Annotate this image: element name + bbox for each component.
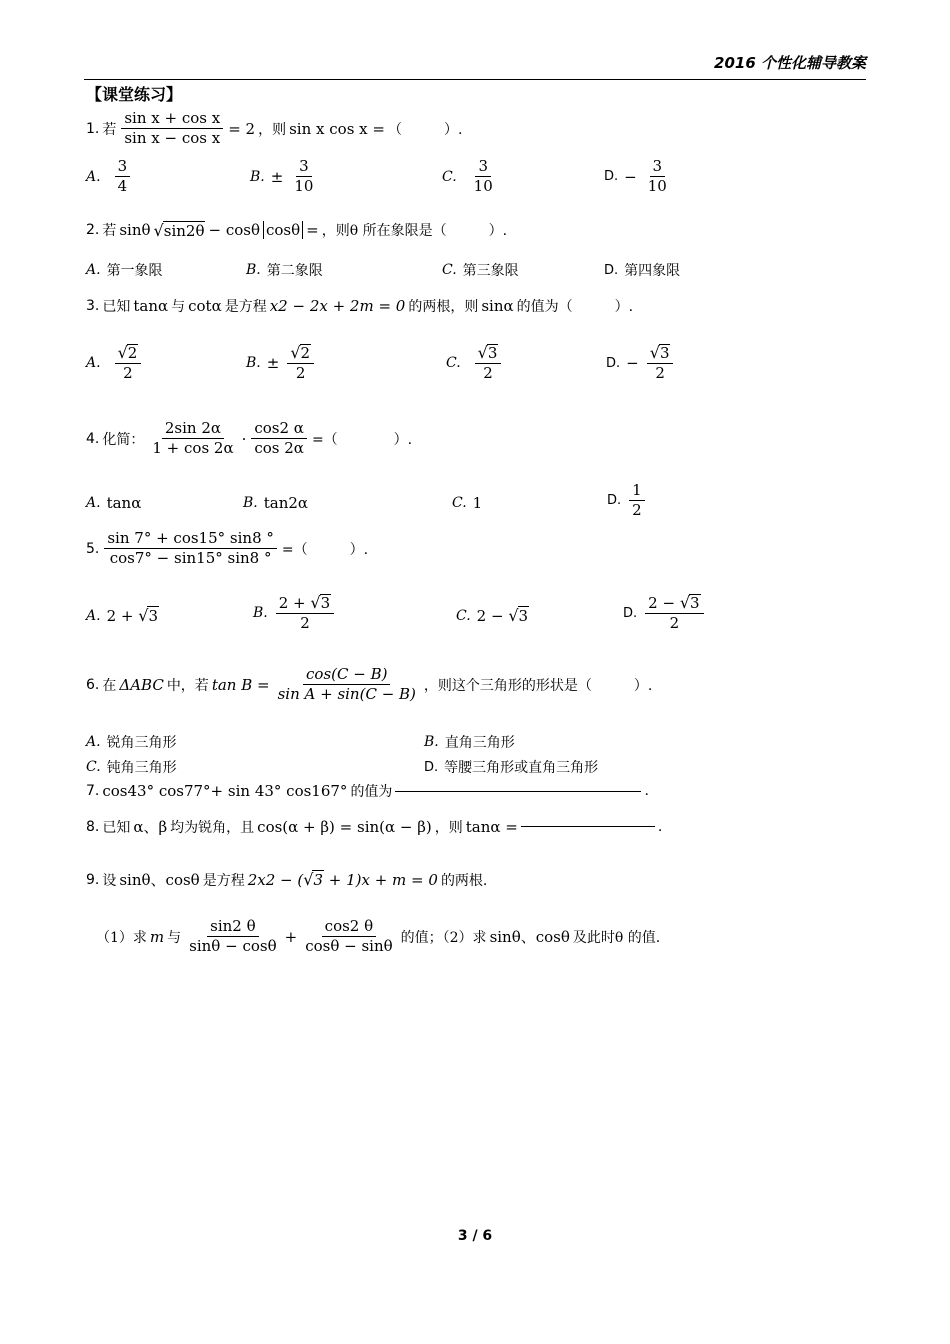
- question-4: 4. 化简： $\frac{2\sin 2\alpha}{1 + \cos 2\alpha}$ · $\frac{\cos 2 \alpha}{\cos 2\alpha}$ =（ ）.: [86, 419, 413, 458]
- q5-option-b[interactable]: B. $\frac{2 + √3}{2}$: [253, 594, 336, 633]
- q1-option-a[interactable]: A. $\frac{3}{4}$: [86, 158, 132, 196]
- question-6: 6. 在 ΔABC 中，若 tan B = $\frac{\cos(C - B)}{\text{sin A + sin(C − B)}}$ ，则这个三角形的形状是（ ）.: [86, 665, 653, 704]
- question-9: 9. 设 sinθ、cosθ 是方程 2x2 − (√3 + 1)x + m = 0 的两根.: [86, 870, 488, 889]
- q2-option-b[interactable]: B. 第二象限: [246, 262, 323, 279]
- q4-option-b[interactable]: B. tan2α: [243, 494, 309, 512]
- sqrt-icon: √: [153, 220, 164, 240]
- q6-option-a[interactable]: A. 锐角三角形: [86, 734, 177, 751]
- q4-option-d[interactable]: D. $\frac{1}{2}$: [607, 482, 647, 520]
- q4-option-c[interactable]: C. 1: [452, 494, 483, 512]
- sqrt-icon: √: [310, 593, 321, 612]
- question-9-subparts: （1）求 m 与 $\frac{\sin 2 \theta}{\sin\theta - \cos\theta}$ + $\frac{\cos 2 \theta}{\cos\theta - \sin\theta}$ 的值；（2）求 sinθ、cosθ 及此时θ 的值.: [96, 917, 661, 956]
- q1-fraction: $\frac{\text{sin x + cos x}}{\text{sin x − cos x}}$: [121, 110, 223, 148]
- q3-option-b[interactable]: B. ± $\frac{√2}{2}$: [246, 344, 316, 383]
- question-3: 3. 已知 tanα 与 cotα 是方程 x2 − 2x + 2m = 0 的两根，则 sinα 的值为（ ）.: [86, 297, 634, 315]
- q3-option-d[interactable]: D. − $\frac{√3}{2}$: [606, 344, 675, 383]
- q5-option-c[interactable]: C. 2 − √3: [456, 606, 529, 625]
- sqrt-icon: √: [649, 343, 660, 362]
- section-title: 【课堂练习】: [86, 85, 183, 104]
- q1-option-b[interactable]: B. ± $\frac{3}{10}$: [250, 157, 314, 196]
- sqrt-icon: √: [290, 343, 301, 362]
- q5-option-d[interactable]: D. $\frac{2 - √3}{2}$: [623, 594, 706, 633]
- sqrt-icon: √: [508, 606, 519, 625]
- answer-blank[interactable]: [521, 826, 655, 827]
- sqrt-icon: √: [679, 593, 691, 612]
- q3-option-a[interactable]: A. $\frac{√2}{2}$: [86, 344, 143, 383]
- answer-blank[interactable]: [395, 791, 641, 792]
- q6-option-c[interactable]: C. 钝角三角形: [86, 759, 177, 776]
- page-number: 3 / 6: [457, 1228, 493, 1244]
- question-8: 8. 已知 α、β 均为锐角，且 cos(α + β) = sin(α − β) ，则 tanα = .: [86, 817, 663, 836]
- header-rule: [84, 79, 866, 80]
- question-7: 7. cos43° cos77°+ sin 43° cos167° 的值为 .: [86, 782, 649, 800]
- q4-option-a[interactable]: A. tanα: [86, 494, 142, 512]
- q6-option-d[interactable]: D. 等腰三角形或直角三角形: [424, 759, 599, 776]
- question-2: 2. 若 sinθ √sin2θ − cosθ cosθ = ，则θ 所在象限是（ ）.: [86, 220, 508, 240]
- q6-option-b[interactable]: B. 直角三角形: [424, 734, 515, 751]
- question-5: 5. $\frac{\sin 7^\circ + \cos 15^\circ \sin 8 ^\circ}{\cos 7^\circ - \sin 15^\circ \sin 8 ^\circ}$ =（ ）.: [86, 529, 369, 568]
- q3-option-c[interactable]: C. $\frac{√3}{2}$: [446, 344, 503, 383]
- q1-option-c[interactable]: C. $\frac{3}{10}$: [442, 157, 493, 196]
- q5-option-a[interactable]: A. 2 + √3: [86, 606, 158, 625]
- sqrt-icon: √: [303, 870, 314, 889]
- sqrt-icon: √: [477, 343, 488, 362]
- question-1: 1. 若 $\frac{\text{sin x + cos x}}{\text{sin x − cos x}}$ = 2 ，则 sin x cos x = （ ）.: [86, 109, 463, 148]
- q1-option-d[interactable]: D. − $\frac{3}{10}$: [604, 157, 667, 196]
- q2-option-c[interactable]: C. 第三象限: [442, 262, 519, 279]
- q2-option-a[interactable]: A. 第一象限: [86, 262, 163, 279]
- q2-option-d[interactable]: D. 第四象限: [604, 262, 681, 279]
- sqrt-icon: √: [138, 606, 149, 625]
- header-title: 2016 个性化辅导教案: [714, 54, 866, 72]
- sqrt-icon: √: [117, 343, 128, 362]
